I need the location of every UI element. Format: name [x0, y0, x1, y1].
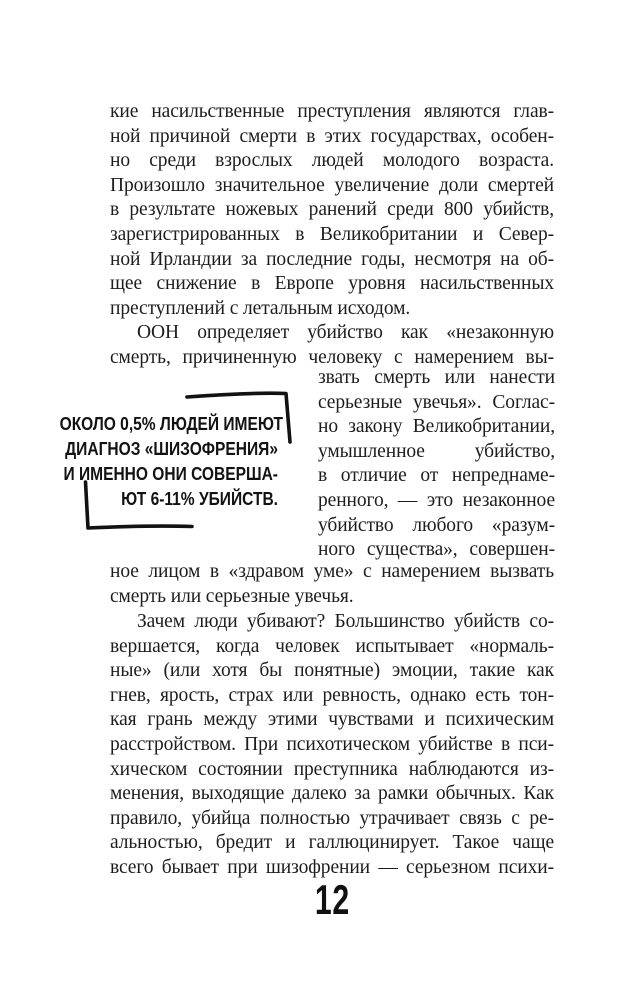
text-line: хическом состоянии преступника наблюдаются из-: [110, 758, 554, 780]
text-line: ного существа», совершен-: [318, 539, 555, 561]
text-line: но закону Великобритании,: [318, 416, 555, 438]
text-line: щее снижение в Европе уровня насильственных: [110, 273, 554, 295]
text-line: Зачем люди убивают? Большинство убийств со-: [137, 611, 554, 632]
text-line: правило, убийца полностью утрачивает связь с ре-: [110, 807, 554, 829]
text-line: ОКОЛО 0,5% ЛЮДЕЙ ИМЕЮТ: [59, 413, 284, 434]
text-line: серьезные увечья». Соглас-: [318, 391, 555, 413]
text-line: всего бывает при шизофрении — серьезном психи-: [110, 856, 554, 878]
text-line: но среди взрослых людей молодого возраста.: [110, 150, 554, 172]
text-line: менения, выходящие далеко за рамки обычных. Как: [110, 783, 554, 805]
text-line: ное лицом в «здравом уме» с намерением вызвать: [110, 561, 554, 582]
text-line: ной причиной смерти в этих государствах, особен-: [110, 125, 554, 147]
text-line: альностью, бредит и галлюцинирует. Такое чаще: [110, 832, 554, 854]
text-line: ной Ирландии за последние годы, несмотря на об-: [110, 248, 554, 270]
page-number-value: 12: [314, 876, 350, 923]
text-line: смерть, причиненную человеку с намерением вы-: [110, 346, 554, 368]
text-line: ООН определяет убийство как «незаконную: [137, 322, 554, 343]
text-line: гнев, ярость, страх или ревность, однако есть тон-: [110, 684, 554, 706]
text-line: вершается, когда человек испытывает «нормаль-: [110, 635, 554, 657]
text-line: убийство любого «разум-: [318, 514, 555, 536]
paragraph-violent-crime: [110, 100, 554, 321]
text-line: в отличие от непреднаме-: [318, 465, 555, 487]
text-line: кие насильственные преступления являются глав-: [110, 101, 554, 122]
text-line: ДИАГНОЗ «ШИЗОФРЕНИЯ»: [65, 438, 278, 459]
text-line: кая грань между этими чувствами и психическим: [110, 709, 554, 731]
text-line: преступлений с летальным исходом.: [110, 297, 411, 319]
text-line: ные» (или хотя бы понятные) эмоции, такие как: [110, 660, 554, 682]
paragraph-un-definition-column: [318, 366, 555, 563]
paragraph-un-definition-intro: [110, 321, 554, 370]
text-line: ренного, — это незаконное: [318, 489, 555, 511]
text-line: умышленное убийство,: [318, 440, 555, 462]
text-line: И ИМЕННО ОНИ СОВЕРША-: [63, 463, 279, 484]
text-line: ЮТ 6-11% УБИЙСТВ.: [121, 488, 278, 509]
pullquote-bracket-bottom-left-icon: [81, 478, 199, 536]
paragraph-why-people-kill: [110, 610, 554, 881]
text-line: смерть или серьезные увечья.: [110, 585, 354, 607]
text-line: зарегистрированных в Великобритании и Север-: [110, 223, 554, 245]
text-line: расстройством. При психотическом убийстве в пси-: [110, 733, 554, 755]
paragraph-un-definition-outro: [110, 560, 554, 609]
text-line: звать смерть или нанести: [318, 367, 555, 388]
text-line: в результате ножевых ранений среди 800 убийств,: [110, 199, 554, 221]
text-line: Произошло значительное увеличение доли смертей: [110, 174, 554, 196]
page-number: [110, 876, 554, 923]
